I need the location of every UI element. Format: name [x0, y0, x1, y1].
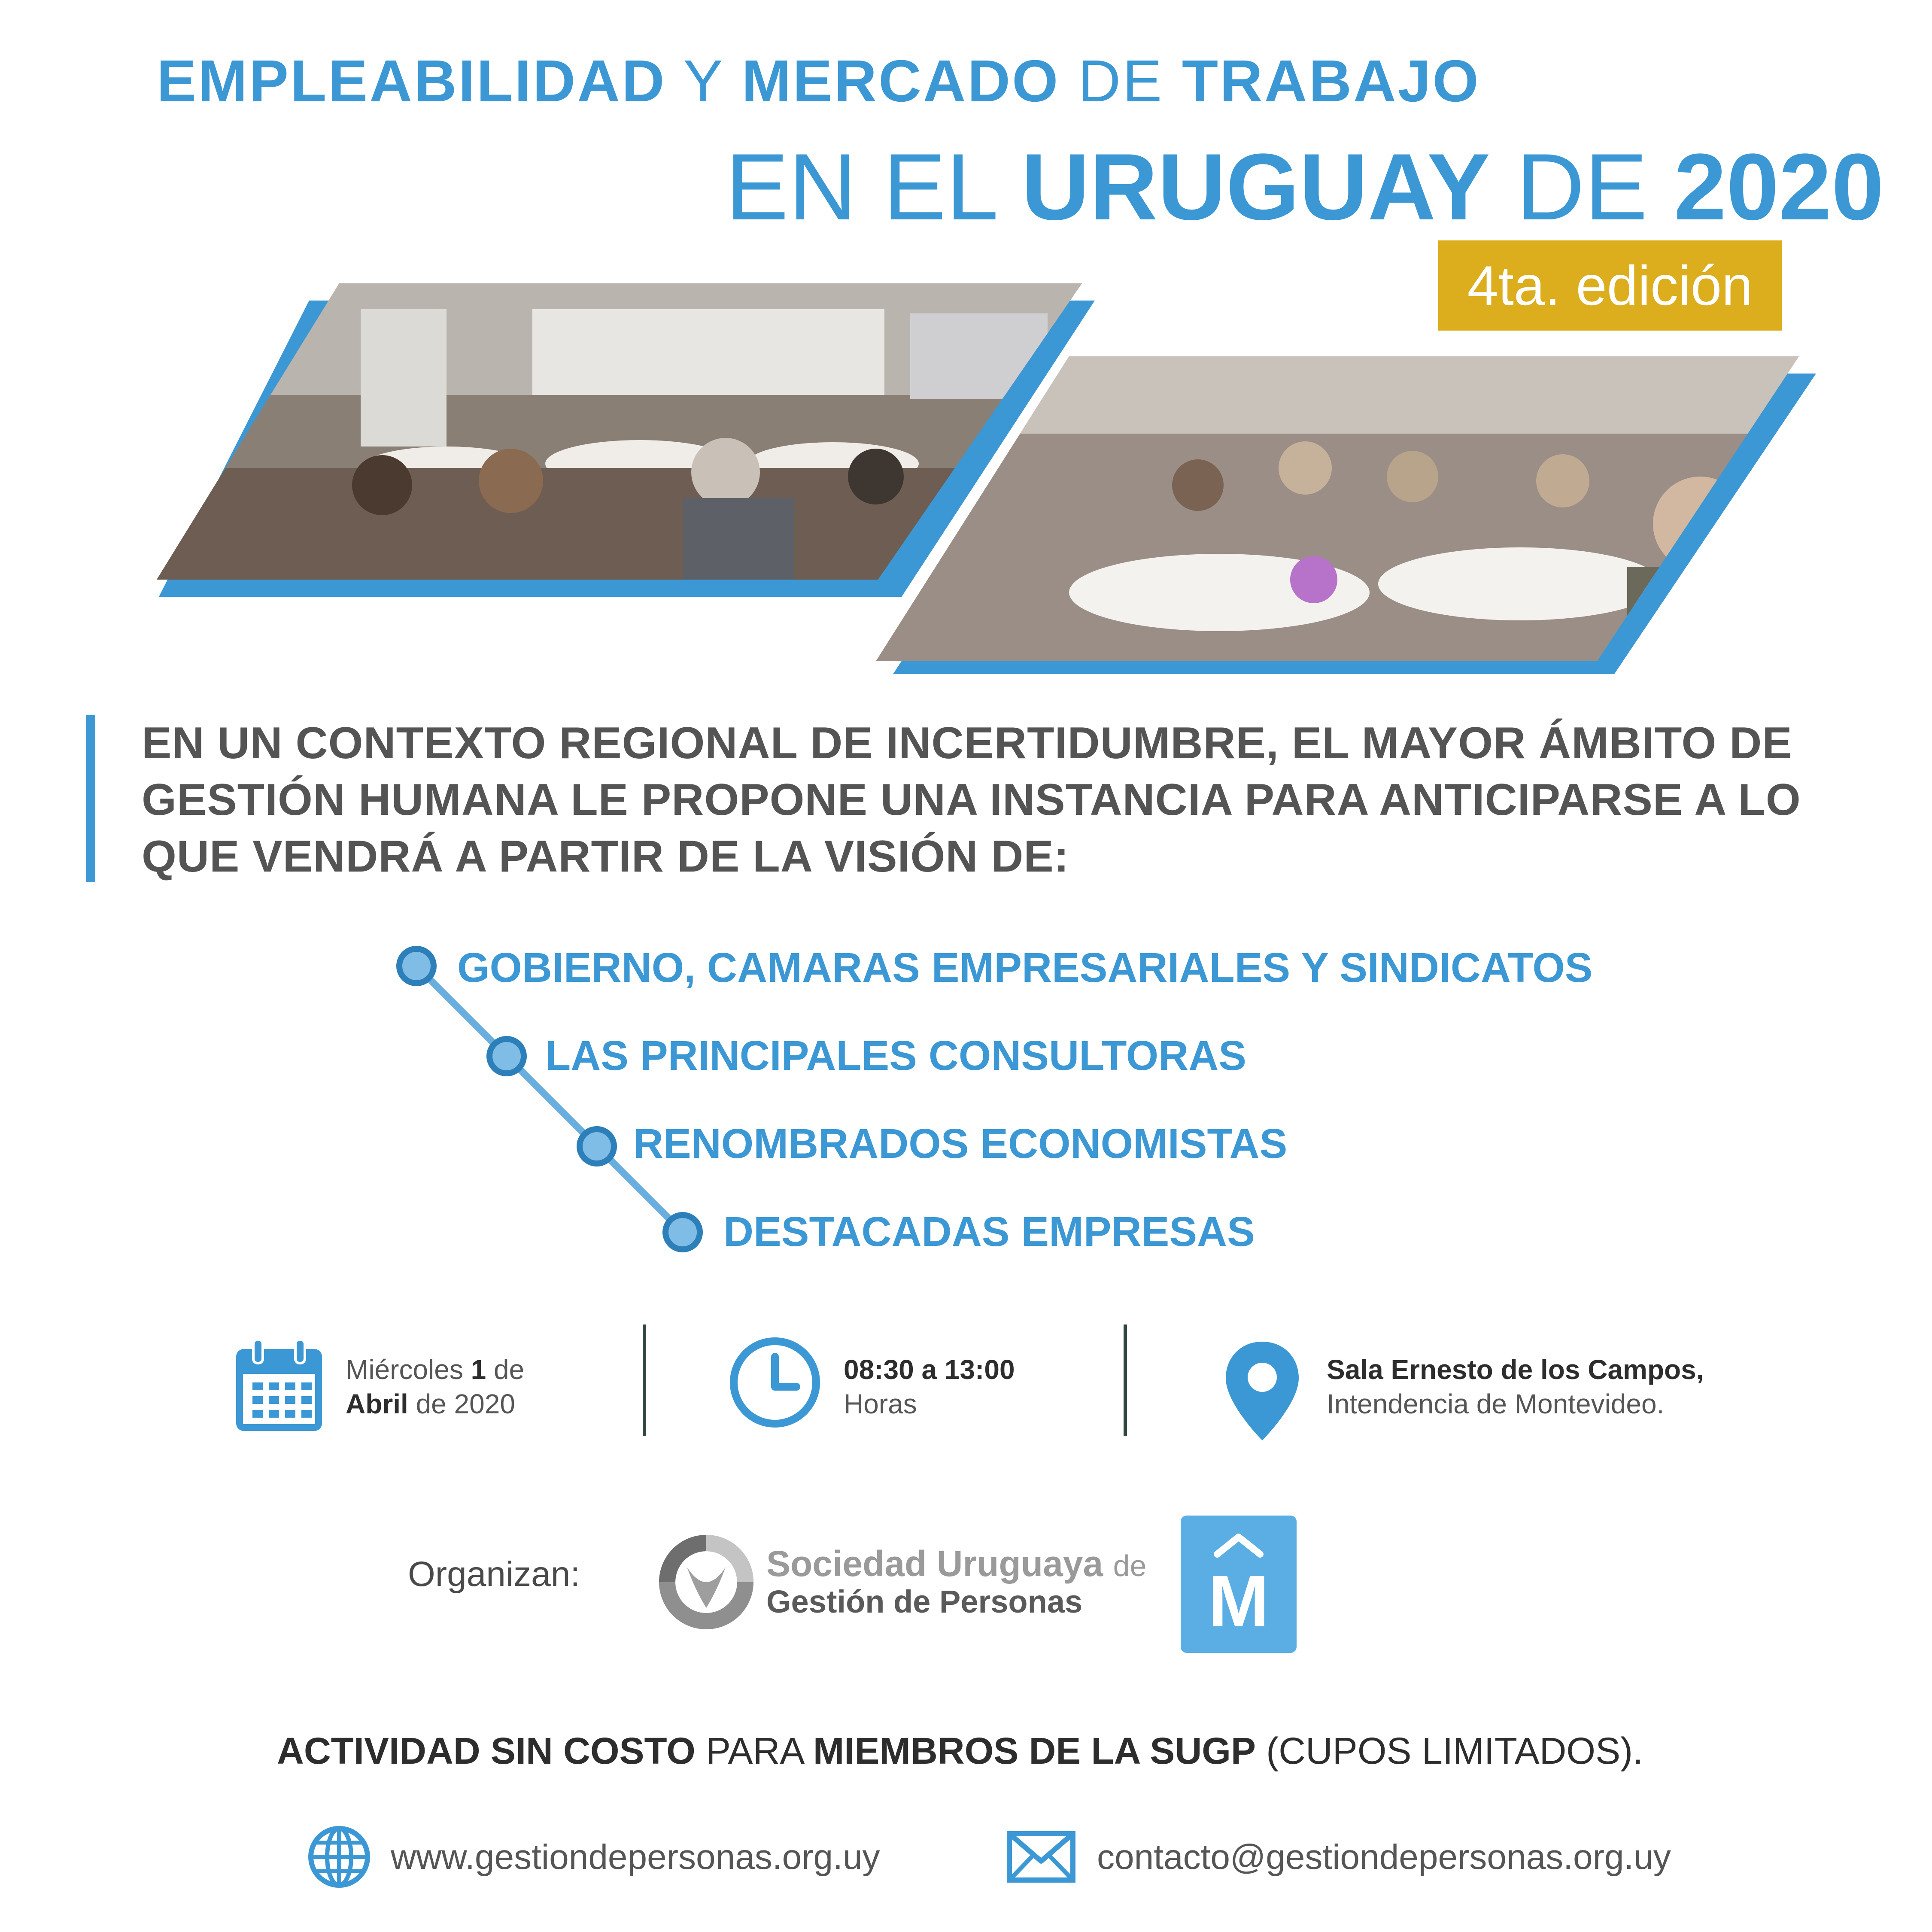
title-word: EN EL [726, 134, 995, 240]
bullet-item: RENOMBRADOS ECONOMISTAS [633, 1120, 1288, 1167]
note-part: (CUPOS LIMITADOS). [1266, 1730, 1643, 1772]
date-day: 1 [471, 1354, 486, 1385]
website-link[interactable]: www.gestiondepersonas.org.uy [391, 1838, 880, 1877]
bullet-dot [580, 1129, 614, 1163]
bullet-item: GOBIERNO, CAMARAS EMPRESARIALES Y SINDICATOS [457, 944, 1593, 991]
mail-icon [1007, 1831, 1075, 1883]
note-part: ACTIVIDAD SIN COSTO [277, 1730, 696, 1772]
intro-accent-bar [86, 715, 95, 882]
m-logo-hat-icon [1213, 1533, 1264, 1558]
event-date [346, 1352, 524, 1421]
info-divider [1124, 1324, 1127, 1436]
title-word: URUGUAY [1021, 134, 1490, 240]
conference-photos [146, 283, 1855, 687]
location-pin-icon [1224, 1340, 1301, 1443]
edition-badge: 4ta. edición [1438, 240, 1782, 331]
sugp-de: de [1113, 1549, 1147, 1583]
info-divider [643, 1324, 646, 1436]
date-of: de [416, 1388, 447, 1419]
title-word: DE [1078, 48, 1164, 114]
title-word: TRABAJO [1182, 48, 1480, 114]
title-word: EMPLEABILIDAD [157, 48, 666, 114]
clock-icon [728, 1335, 822, 1430]
time-unit: Horas [844, 1388, 917, 1419]
bullet-item: DESTACADAS EMPRESAS [723, 1208, 1255, 1255]
conference-photo-1 [146, 283, 1091, 584]
bullet-dot [665, 1215, 700, 1249]
bullet-dot [399, 949, 434, 983]
place-detail: Intendencia de Montevideo. [1327, 1388, 1665, 1419]
bullet-dot [489, 1039, 524, 1073]
membership-note [277, 1732, 1643, 1770]
organizers-label: Organizan: [408, 1555, 580, 1594]
m-logo-letter: M [1208, 1561, 1269, 1642]
note-part: PARA [705, 1730, 803, 1772]
event-time [844, 1352, 1015, 1421]
title-word: 2020 [1674, 134, 1884, 240]
date-year: 2020 [454, 1388, 515, 1419]
title-line-2 [726, 134, 1884, 240]
email-link[interactable]: contacto@gestiondepersonas.org.uy [1097, 1838, 1671, 1877]
title-line-1 [157, 48, 1480, 114]
note-part: MIEMBROS DE LA SUGP [813, 1730, 1256, 1772]
time-range: 08:30 a 13:00 [844, 1354, 1015, 1385]
sugp-name: Sociedad Uruguaya [766, 1543, 1103, 1584]
intro-text: EN UN CONTEXTO REGIONAL DE INCERTIDUMBRE, EL MAYOR ÁMBITO DE GESTIÓN HUMANA LE PROPONE UNA INSTANCIA PARA ANTICIPARSE A LO QUE VENDRÁ A PARTIR DE LA VISIÓN DE: [142, 718, 1801, 881]
globe-icon [307, 1825, 371, 1889]
date-of: de [494, 1354, 525, 1385]
bullet-item: LAS PRINCIPALES CONSULTORAS [545, 1032, 1246, 1079]
title-word: Y [683, 48, 724, 114]
calendar-icon [236, 1340, 322, 1432]
date-month: Abril [346, 1388, 408, 1419]
m-logo [1181, 1516, 1297, 1653]
sugp-logo-icon [657, 1533, 756, 1631]
sugp-subtitle: Gestión de Personas [766, 1584, 1083, 1619]
sugp-logo-text [766, 1543, 1147, 1619]
place-name: Sala Ernesto de los Campos, [1327, 1354, 1704, 1385]
title-word: MERCADO [741, 48, 1060, 114]
title-word: DE [1516, 134, 1648, 240]
date-weekday: Miércoles [346, 1354, 463, 1385]
event-place [1327, 1352, 1704, 1421]
